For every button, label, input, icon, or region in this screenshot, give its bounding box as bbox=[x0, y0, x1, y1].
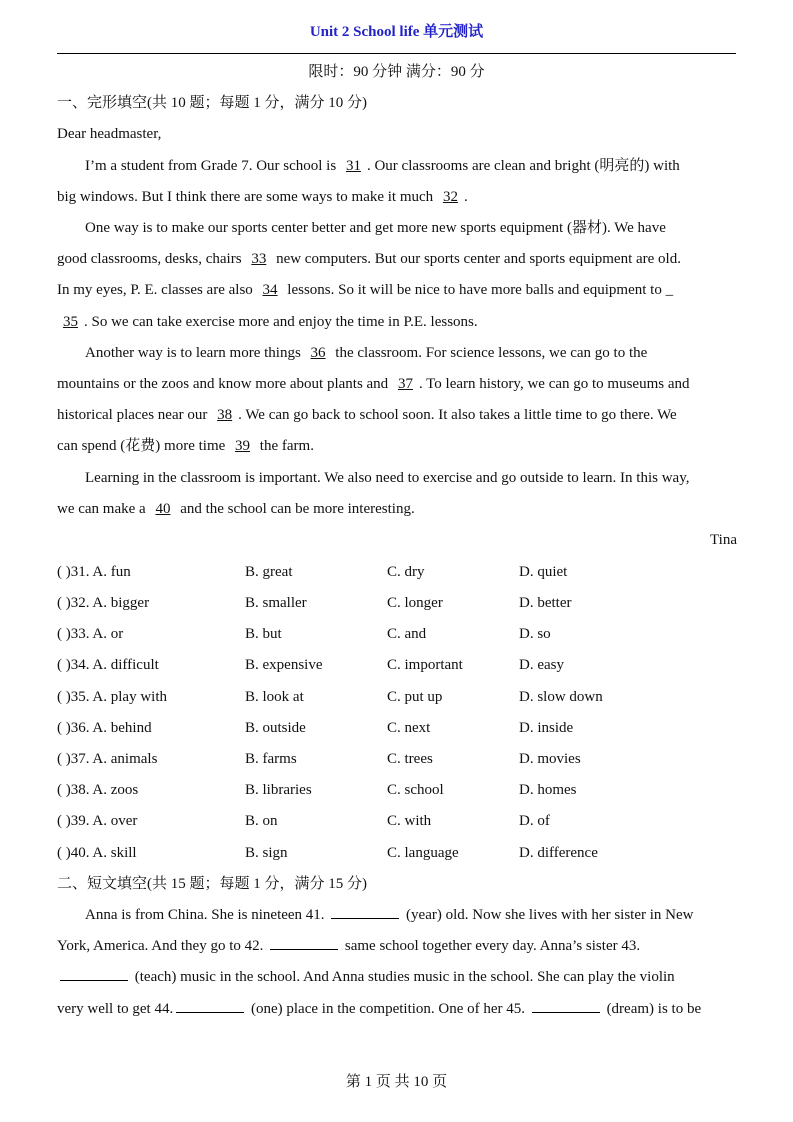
answer-blank[interactable]: 36 bbox=[310, 345, 326, 361]
text-run: In my eyes, P. E. classes are also bbox=[57, 282, 257, 298]
question-row bbox=[57, 619, 737, 649]
text-line bbox=[57, 400, 737, 430]
answer-blank[interactable]: 33 bbox=[251, 251, 267, 267]
text-run: . To learn history, we can go to museums and bbox=[418, 376, 690, 392]
text-line bbox=[57, 275, 737, 305]
answer-blank[interactable]: 38 bbox=[217, 407, 233, 423]
text-run: new computers. But our sports center and sports equipment are old. bbox=[272, 251, 681, 267]
option-d: D. movies bbox=[519, 751, 581, 767]
option-c: C. and bbox=[387, 626, 427, 642]
option-b: B. farms bbox=[245, 751, 297, 767]
section1-heading: 一、完形填空(共 10 题；每题 1 分，满分 10 分) bbox=[57, 95, 367, 111]
option-d: D. so bbox=[519, 626, 551, 642]
question-row bbox=[57, 682, 737, 712]
text-run: (teach) music in the school. And Anna studies music in the school. She can play the violin bbox=[131, 969, 675, 985]
time-limit: 限时：90 分钟 满分：90 分 bbox=[308, 64, 485, 80]
option-d: D. better bbox=[519, 595, 572, 611]
option-d: D. difference bbox=[519, 845, 598, 861]
option-d: D. slow down bbox=[519, 689, 603, 705]
text-run: good classrooms, desks, chairs bbox=[57, 251, 246, 267]
option-b: B. but bbox=[245, 626, 282, 642]
question-stem[interactable]: ( )38. A. zoos bbox=[57, 782, 139, 798]
text-run: York, America. And they go to 42. bbox=[57, 938, 268, 954]
question-stem[interactable]: ( )40. A. skill bbox=[57, 845, 137, 861]
question-stem[interactable]: ( )35. A. play with bbox=[57, 689, 167, 705]
option-b: B. great bbox=[245, 564, 293, 580]
question-stem[interactable]: ( )31. A. fun bbox=[57, 564, 131, 580]
option-d: D. homes bbox=[519, 782, 577, 798]
answer-blank[interactable] bbox=[331, 904, 399, 919]
text-run: the classroom. For science lessons, we can go to the bbox=[331, 345, 648, 361]
text-run: . So we can take exercise more and enjoy the time in P.E. lessons. bbox=[84, 314, 478, 330]
question-stem[interactable]: ( )32. A. bigger bbox=[57, 595, 150, 611]
text-run: and the school can be more interesting. bbox=[176, 501, 415, 517]
answer-blank[interactable]: 40 bbox=[155, 501, 171, 517]
question-stem[interactable]: ( )33. A. or bbox=[57, 626, 124, 642]
text-line bbox=[57, 931, 737, 961]
question-stem[interactable]: ( )36. A. behind bbox=[57, 720, 152, 736]
question-row bbox=[57, 744, 737, 774]
text-run: same school together every day. Anna’s sister 43. bbox=[341, 938, 641, 954]
answer-blank[interactable]: 35 bbox=[63, 314, 78, 330]
text-run: Learning in the classroom is important. We also need to exercise and go outside to learn. In this way, bbox=[85, 470, 690, 486]
question-row bbox=[57, 557, 737, 587]
text-line bbox=[57, 338, 737, 368]
option-b: B. libraries bbox=[245, 782, 312, 798]
question-row bbox=[57, 713, 737, 743]
text-run: . bbox=[463, 189, 468, 205]
text-run: One way is to make our sports center better and get more new sports equipment (器材). We have bbox=[85, 220, 666, 236]
text-run: Another way is to learn more things bbox=[85, 345, 305, 361]
text-run: mountains or the zoos and know more about plants and bbox=[57, 376, 392, 392]
option-b: B. smaller bbox=[245, 595, 307, 611]
option-d: D. of bbox=[519, 813, 550, 829]
signature: Tina bbox=[710, 532, 737, 548]
option-c: C. put up bbox=[387, 689, 443, 705]
option-b: B. look at bbox=[245, 689, 304, 705]
answer-blank[interactable]: 31 bbox=[345, 158, 361, 174]
page-footer: 第 1 页 共 10 页 bbox=[345, 1074, 448, 1090]
text-run: lessons. So it will be nice to have more balls and equipment to _ bbox=[283, 282, 674, 298]
answer-blank[interactable] bbox=[60, 966, 128, 981]
answer-blank[interactable] bbox=[532, 998, 600, 1013]
option-c: C. with bbox=[387, 813, 432, 829]
text-line bbox=[57, 119, 737, 149]
text-line bbox=[57, 962, 737, 992]
question-row bbox=[57, 775, 737, 805]
option-c: C. trees bbox=[387, 751, 433, 767]
section2-heading: 二、短文填空(共 15 题；每题 1 分，满分 15 分) bbox=[57, 876, 367, 892]
option-c: C. important bbox=[387, 657, 463, 673]
text-run: can spend (花费) more time bbox=[57, 438, 230, 454]
text-run: the farm. bbox=[256, 438, 314, 454]
text-line bbox=[57, 182, 737, 212]
text-line bbox=[57, 151, 737, 181]
question-stem[interactable]: ( )37. A. animals bbox=[57, 751, 158, 767]
option-d: D. inside bbox=[519, 720, 574, 736]
text-line bbox=[57, 994, 737, 1024]
answer-blank[interactable]: 32 bbox=[442, 189, 458, 205]
document-title: Unit 2 School life 单元测试 bbox=[309, 24, 484, 40]
text-line bbox=[57, 900, 737, 930]
option-c: C. school bbox=[387, 782, 444, 798]
text-run: (dream) is to be bbox=[602, 1001, 702, 1017]
question-row bbox=[57, 806, 737, 836]
text-line bbox=[57, 431, 737, 461]
text-run: I’m a student from Grade 7. Our school is bbox=[85, 158, 340, 174]
question-row bbox=[57, 838, 737, 868]
answer-blank[interactable]: 34 bbox=[262, 282, 278, 298]
question-stem[interactable]: ( )39. A. over bbox=[57, 813, 138, 829]
option-b: B. sign bbox=[245, 845, 288, 861]
text-run: we can make a bbox=[57, 501, 150, 517]
question-row bbox=[57, 588, 737, 618]
text-run: Dear headmaster, bbox=[57, 126, 162, 142]
option-c: C. dry bbox=[387, 564, 425, 580]
option-b: B. outside bbox=[245, 720, 306, 736]
text-line bbox=[57, 369, 737, 399]
text-line bbox=[57, 463, 737, 493]
option-b: B. on bbox=[245, 813, 278, 829]
option-c: C. longer bbox=[387, 595, 443, 611]
option-b: B. expensive bbox=[245, 657, 323, 673]
header-rule bbox=[57, 53, 736, 54]
text-line bbox=[57, 307, 737, 337]
answer-blank[interactable]: 39 bbox=[235, 438, 251, 454]
answer-blank[interactable] bbox=[176, 998, 244, 1013]
text-line bbox=[57, 213, 737, 243]
answer-blank[interactable] bbox=[270, 935, 338, 950]
text-line bbox=[57, 494, 737, 524]
answer-blank[interactable]: 37 bbox=[397, 376, 413, 392]
text-run: . Our classrooms are clean and bright (明亮的) with bbox=[366, 158, 680, 174]
text-run: (one) place in the competition. One of her 45. bbox=[247, 1001, 529, 1017]
text-run: Anna is from China. She is nineteen 41. bbox=[85, 907, 329, 923]
text-line bbox=[57, 244, 737, 274]
question-stem[interactable]: ( )34. A. difficult bbox=[57, 657, 159, 673]
option-c: C. next bbox=[387, 720, 431, 736]
text-run: (year) old. Now she lives with her sister in New bbox=[402, 907, 694, 923]
option-c: C. language bbox=[387, 845, 459, 861]
text-run: . We can go back to school soon. It also takes a little time to go there. We bbox=[238, 407, 677, 423]
question-row bbox=[57, 650, 737, 680]
text-run: big windows. But I think there are some ways to make it much bbox=[57, 189, 437, 205]
option-d: D. quiet bbox=[519, 564, 568, 580]
text-run: very well to get 44. bbox=[57, 1001, 174, 1017]
text-run: historical places near our bbox=[57, 407, 212, 423]
option-d: D. easy bbox=[519, 657, 564, 673]
